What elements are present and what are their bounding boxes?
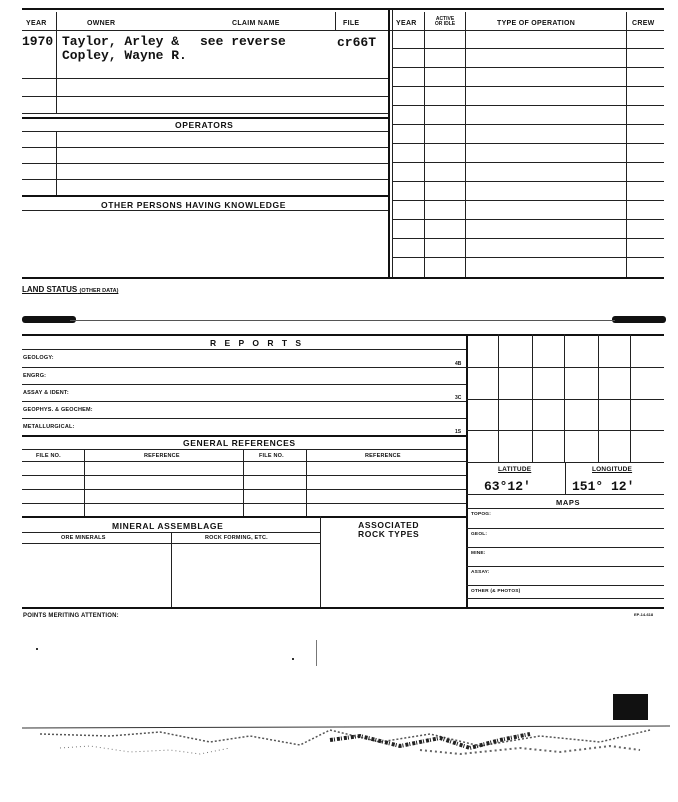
report-geophys-label: GEOPHYS. & GEOCHEM: [23, 407, 93, 413]
owner-row-line [22, 113, 388, 114]
header-bottom-rule [22, 30, 664, 31]
map-assay-label: ASSAY: [471, 570, 490, 575]
gen-ref-col-rule [22, 461, 466, 462]
land-status-heading [22, 285, 118, 294]
land-status-sublabel: (OTHER DATA) [79, 288, 119, 294]
longitude-value: 151° 12' [572, 479, 635, 494]
col-year-header: YEAR [26, 20, 47, 27]
scan-noise [0, 690, 678, 770]
map-mine-label: MINE: [471, 551, 486, 556]
right-row-line [392, 124, 664, 125]
col-claim-name-header: CLAIM NAME [232, 20, 280, 27]
map-row-line [466, 598, 664, 599]
report-metallurgical-num: 1S [455, 429, 462, 435]
map-topog-label: TOPOG: [471, 512, 492, 517]
grid-line [598, 334, 599, 462]
gen-ref-bottom-rule [22, 516, 466, 518]
latitude-value: 63°12' [484, 479, 531, 494]
maps-heading: MAPS [556, 498, 581, 507]
gen-ref-heading-rule [22, 449, 466, 450]
right-row-line [392, 181, 664, 182]
other-persons-top-rule [22, 195, 388, 197]
stray-mark [316, 640, 317, 666]
map-row-line [466, 585, 664, 586]
gen-ref-row-line [22, 489, 466, 490]
right-row-line [392, 219, 664, 220]
grid-line [466, 367, 664, 368]
grid-line [498, 334, 499, 462]
land-status-rule [70, 320, 615, 321]
ore-minerals-label: ORE MINERALS [61, 535, 106, 541]
gen-ref-file-no-2: FILE NO. [259, 453, 284, 459]
black-square [613, 694, 648, 720]
gen-ref-row-line [22, 475, 466, 476]
land-status-label: LAND STATUS [22, 285, 78, 294]
entry-year: 1970 [22, 34, 54, 49]
owner-row-line [22, 96, 388, 97]
gen-ref-divider [84, 449, 85, 516]
noise-path [420, 746, 640, 754]
col-active-idle-header: ACTIVE OR IDLE [434, 16, 456, 27]
entry-file: cr66T [337, 35, 377, 50]
grid-line [630, 334, 631, 462]
rock-types-divider [320, 516, 321, 608]
bottom-section-rule [22, 607, 664, 609]
owner-year-divider [56, 30, 57, 114]
operators-divider [56, 131, 57, 195]
operators-row-line [22, 163, 388, 164]
lat-long-divider [565, 462, 566, 494]
rule [56, 12, 57, 30]
report-row-line [22, 418, 466, 419]
right-row-line [392, 257, 664, 258]
speck [36, 648, 38, 650]
owner-row-line [22, 78, 388, 79]
report-assay-label: ASSAY & IDENT: [23, 390, 69, 396]
noise-path [330, 734, 530, 748]
operators-heading-rule [22, 131, 388, 132]
reports-bottom-rule [22, 435, 466, 437]
col-file-header: FILE [343, 20, 360, 27]
map-other-label: OTHER (& PHOTOS) [471, 589, 521, 594]
report-row-line [22, 384, 466, 385]
entry-owner-line1: Taylor, Arley & [62, 34, 180, 49]
noise-line [22, 726, 670, 728]
lat-long-bottom-rule [466, 494, 664, 495]
other-persons-heading: OTHER PERSONS HAVING KNOWLEDGE [101, 200, 287, 210]
latitude-label: LATITUDE [498, 466, 532, 473]
col-year-right-header: YEAR [396, 20, 417, 27]
col-crew-header: CREW [632, 20, 655, 27]
ink-blot [22, 316, 76, 323]
grid-line [564, 334, 565, 462]
report-engrg-label: ENGRG: [23, 373, 47, 379]
gen-ref-reference-1: REFERENCE [144, 453, 180, 459]
report-row-line [22, 367, 466, 368]
mineral-assemblage-heading: MINERAL ASSEMBLAGE [112, 521, 224, 531]
gen-ref-reference-2: REFERENCE [365, 453, 401, 459]
report-geology-num: 4B [455, 361, 462, 367]
operators-heading: OPERATORS [175, 120, 234, 130]
entry-claim-name: see reverse [200, 34, 286, 49]
longitude-label: LONGITUDE [592, 466, 633, 473]
right-row-line [392, 105, 664, 106]
report-row-line [22, 401, 466, 402]
points-meriting-label: POINTS MERITING ATTENTION: [23, 613, 119, 619]
form-code: EP-14-618 [634, 612, 654, 617]
speck [292, 658, 294, 660]
upper-section-bottom-rule [22, 277, 664, 279]
report-geology-label: GEOLOGY: [23, 355, 54, 361]
right-row-line [392, 143, 664, 144]
reports-heading: R E P O R T S [210, 338, 305, 348]
mineral-divider [171, 532, 172, 608]
entry-owner-line2: Copley, Wayne R. [62, 48, 187, 63]
report-assay-num: 3C [455, 395, 462, 401]
grid-line [466, 399, 664, 400]
gen-ref-divider [243, 449, 244, 516]
right-row-line [392, 48, 664, 49]
right-row-line [392, 86, 664, 87]
reports-heading-rule [22, 349, 466, 350]
map-row-line [466, 547, 664, 548]
general-references-heading: GENERAL REFERENCES [183, 438, 296, 448]
gen-ref-divider [306, 449, 307, 516]
right-row-line [392, 238, 664, 239]
col-owner-header: OWNER [87, 20, 116, 27]
grid-line [532, 334, 533, 462]
maps-heading-rule [466, 508, 664, 509]
gen-ref-file-no-1: FILE NO. [36, 453, 61, 459]
top-border [22, 8, 664, 10]
reports-top-rule [22, 334, 664, 336]
right-row-line [392, 200, 664, 201]
map-row-line [466, 528, 664, 529]
ink-blot [612, 316, 666, 323]
rock-forming-label: ROCK FORMING, ETC. [205, 535, 268, 541]
col-type-of-operation-header: TYPE OF OPERATION [497, 20, 576, 27]
associated-rock-types-heading: ASSOCIATED ROCK TYPES [358, 520, 420, 539]
report-metallurgical-label: METALLURGICAL: [23, 424, 75, 430]
other-persons-heading-rule [22, 210, 388, 211]
rule [335, 12, 336, 30]
map-geol-label: GEOL: [471, 532, 488, 537]
noise-path [60, 746, 230, 754]
grid-line [466, 430, 664, 431]
right-row-line [392, 162, 664, 163]
operators-row-line [22, 147, 388, 148]
right-row-line [392, 67, 664, 68]
operators-row-line [22, 179, 388, 180]
operators-top-rule [22, 117, 388, 119]
gen-ref-row-line [22, 503, 466, 504]
left-right-divider [388, 10, 390, 278]
map-row-line [466, 566, 664, 567]
